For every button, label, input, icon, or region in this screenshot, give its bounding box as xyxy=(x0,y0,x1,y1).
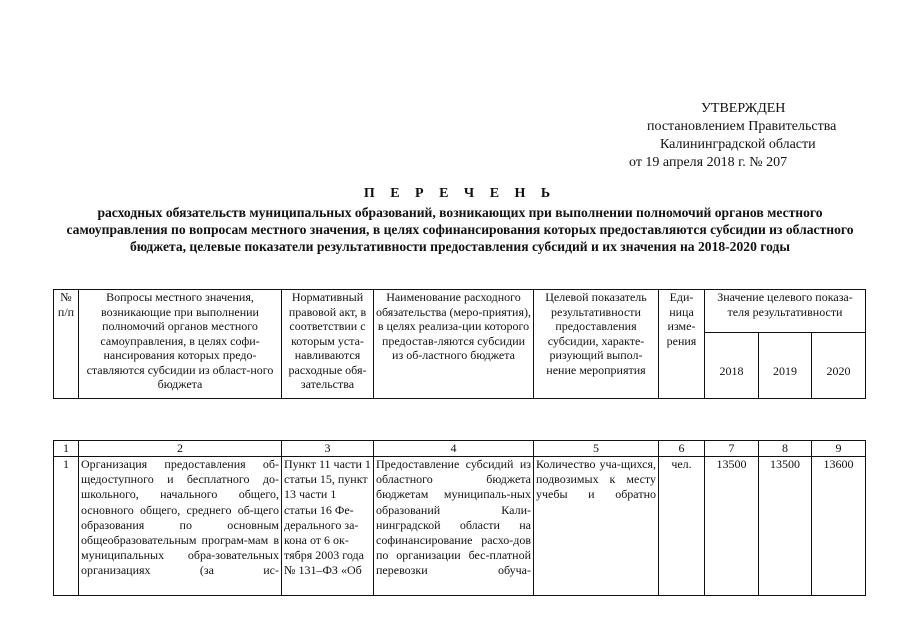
header-num: № п/п xyxy=(54,290,79,399)
document-subtitle: расходных обязательств муниципальных образований, возникающих при выполнении полномочий органов местного самоуправления по вопросам местного значения, в целях софинансирования которых предоставляются субсидии из областного бюджета, целевые показатели результативности предоставления субсидий и их значения на 2018-2020 годы xyxy=(66,205,854,254)
column-number: 8 xyxy=(759,441,812,457)
row-value-2018: 13500 xyxy=(705,457,759,596)
approval-authority: постановлением Правительства xyxy=(647,119,837,134)
row-legal-act: Пункт 11 части 1 статьи 15, пункт 13 части 1 статьи 16 Фе-дерального за-кона от 6 ок-тября 2003 года № 131–ФЗ «Об xyxy=(282,457,374,596)
header-question: Вопросы местного значения, возникающие при выполнении полномочий органов местного самоуправления, в целях софи-нансирования которых предо-ставляются субсидии из област-ного бюджета xyxy=(79,290,282,399)
table-header xyxy=(53,289,866,399)
column-number-row xyxy=(54,441,866,457)
row-value-2020: 13600 xyxy=(812,457,866,596)
column-number: 5 xyxy=(534,441,659,457)
document-title: П Е Р Е Ч Е Н Ь xyxy=(363,186,557,201)
header-legal-act: Нормативный правовой акт, в соответствии с которым уста-навливаются расходные обя-зательства xyxy=(282,290,374,399)
column-number: 1 xyxy=(54,441,79,457)
header-year-2020: 2020 xyxy=(812,332,866,399)
row-obligation-name: Предоставление субсидий из областного бюджета бюджетам муниципаль-ных образований Кали-нинградской области на софинансирование расхо-дов по организации бес-платной перевозки обуча- xyxy=(374,457,534,596)
column-number: 2 xyxy=(79,441,282,457)
row-value-2019: 13500 xyxy=(759,457,812,596)
column-number: 7 xyxy=(705,441,759,457)
column-number: 3 xyxy=(282,441,374,457)
table-body xyxy=(53,440,866,596)
row-indicator: Количество уча-щихся, подвозимых к месту учебы и обратно xyxy=(534,457,659,596)
approval-region: Калининградской области xyxy=(660,137,816,152)
header-target-values: Значение целевого показа-теля результативности xyxy=(705,290,866,333)
header-unit: Еди-ница изме-рения xyxy=(659,290,705,399)
approval-status: УТВЕРЖДЕН xyxy=(701,101,786,116)
row-num: 1 xyxy=(54,457,79,596)
table-row xyxy=(54,457,866,596)
header-obligation-name: Наименование расходного обязательства (меро-приятия), в целях реализа-ции которого предостав-ляются субсидии из об-ластного бюджета xyxy=(374,290,534,399)
approval-date: от 19 апреля 2018 г. № 207 xyxy=(629,155,788,170)
header-year-2018: 2018 xyxy=(705,332,759,399)
document-heading xyxy=(50,186,870,255)
column-number: 9 xyxy=(812,441,866,457)
approval-block xyxy=(600,100,900,172)
header-year-2019: 2019 xyxy=(759,332,812,399)
row-unit: чел. xyxy=(659,457,705,596)
column-number: 4 xyxy=(374,441,534,457)
row-question: Организация предоставления об-щедоступного и бесплатного до-школьного, начального общего, основного общего, среднего об-щего образования по основным общеобразовательным програм-мам в муниципальных обра-зовательных организациях (за ис- xyxy=(79,457,282,596)
header-indicator: Целевой показатель результативности предоставления субсидии, характе-ризующий выпол-нение мероприятия xyxy=(534,290,659,399)
column-number: 6 xyxy=(659,441,705,457)
